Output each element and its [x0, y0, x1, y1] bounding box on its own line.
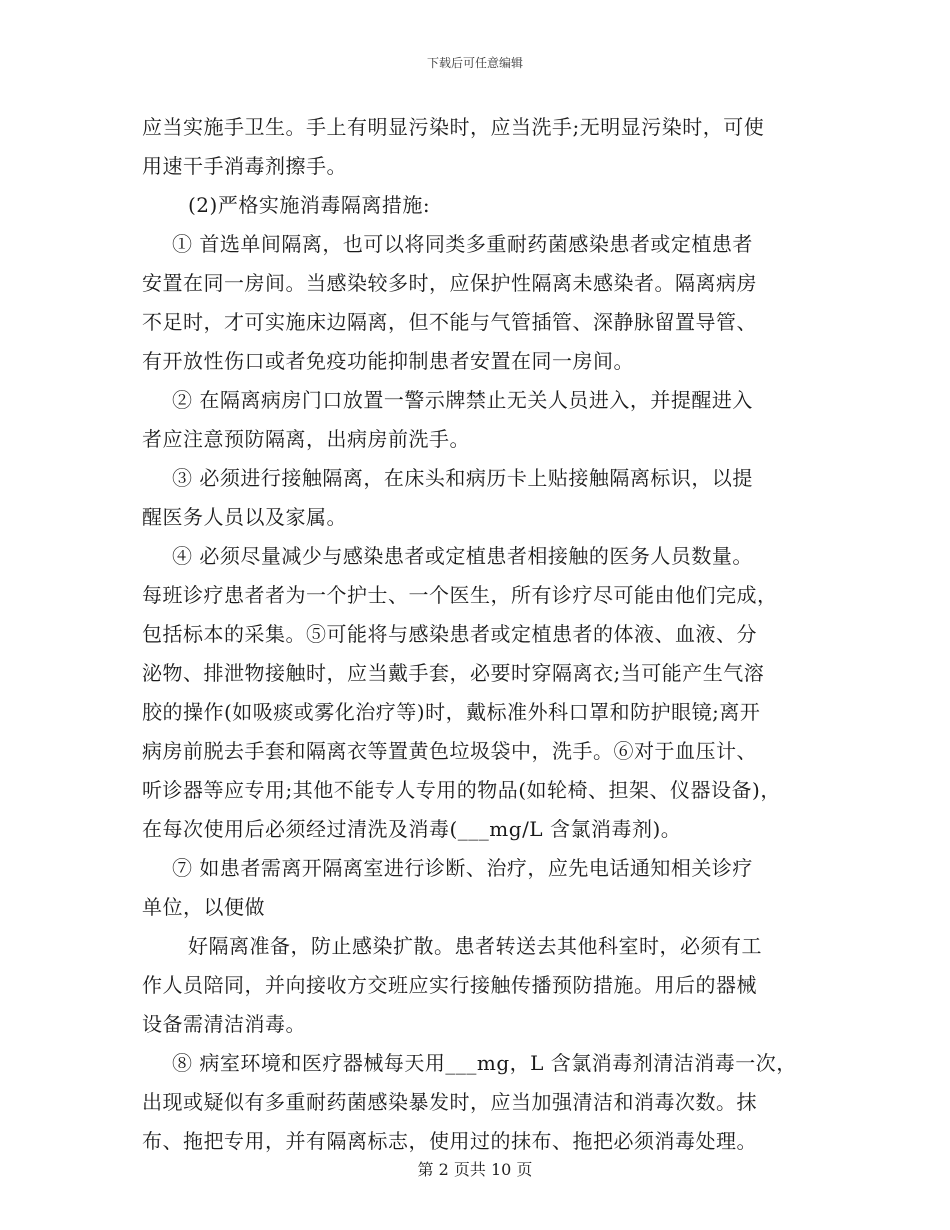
body-line: 泌物、排泄物接触时，应当戴手套，必要时穿隔离衣;当可能产生气溶 — [142, 661, 765, 685]
body-line: 每班诊疗患者者为一个护士、一个医生，所有诊疗尽可能由他们完成， — [142, 583, 778, 607]
body-line: ① 首选单间隔离，也可以将同类多重耐药菌感染患者或定植患者 — [172, 232, 753, 256]
document-body — [142, 108, 818, 1161]
body-line: 单位，以便做 — [142, 895, 265, 919]
page-footer: 第 2 页共 10 页 — [417, 1160, 533, 1179]
body-line: 应当实施手卫生。手上有明显污染时，应当洗手;无明显污染时，可使 — [142, 115, 765, 139]
body-line: 者应注意预防隔离，出病房前洗手。 — [142, 427, 470, 451]
body-line: 包括标本的采集。⑤可能将与感染患者或定植患者的体液、血液、分 — [142, 622, 757, 646]
body-line: ③ 必须进行接触隔离，在床头和病历卡上贴接触隔离标识，以提 — [172, 466, 753, 490]
body-line: 布、拖把专用，并有隔离标志，使用过的抹布、拖把必须消毒处理。 — [142, 1129, 757, 1153]
body-line: 设备需清洁消毒。 — [142, 1012, 306, 1036]
body-line: 安置在同一房间。当感染较多时，应保护性隔离未感染者。隔离病房 — [142, 271, 757, 295]
body-line: ⑦ 如患者需离开隔离室进行诊断、治疗，应先电话通知相关诊疗 — [172, 856, 753, 880]
body-line: 在每次使用后必须经过清洗及消毒(___mg/L 含氯消毒剂)。 — [142, 817, 682, 841]
body-line: 病房前脱去手套和隔离衣等置黄色垃圾袋中，洗手。⑥对于血压计、 — [142, 739, 757, 763]
body-line: 出现或疑似有多重耐药菌感染暴发时，应当加强清洁和消毒次数。抹 — [142, 1090, 757, 1114]
page-header: 下载后可任意编辑 — [426, 56, 523, 70]
body-line: ② 在隔离病房门口放置一警示牌禁止无关人员进入，并提醒进入 — [172, 388, 753, 412]
body-line: 醒医务人员以及家属。 — [142, 505, 347, 529]
body-line: 好隔离准备，防止感染扩散。患者转送去其他科室时，必须有工 — [188, 934, 762, 958]
body-line: 听诊器等应专用;其他不能专人专用的物品(如轮椅、担架、仪器设备)， — [142, 778, 781, 802]
body-line: 胶的操作(如吸痰或雾化治疗等)时，戴标准外科口罩和防护眼镜;离开 — [142, 700, 761, 724]
section-heading: (2)严格实施消毒隔离措施: — [188, 193, 431, 217]
body-line: ④ 必须尽量减少与感染患者或定植患者相接触的医务人员数量。 — [172, 544, 753, 568]
body-line: ⑧ 病室环境和医疗器械每天用___mg，L 含氯消毒剂清洁消毒一次， — [172, 1051, 797, 1075]
body-line: 有开放性伤口或者免疫功能抑制患者安置在同一房间。 — [142, 349, 634, 373]
body-line: 作人员陪同，并向接收方交班应实行接触传播预防措施。用后的器械 — [142, 973, 757, 997]
body-line: 不足时，才可实施床边隔离，但不能与气管插管、深静脉留置导管、 — [142, 310, 757, 334]
body-line: 用速干手消毒剂擦手。 — [142, 154, 347, 178]
